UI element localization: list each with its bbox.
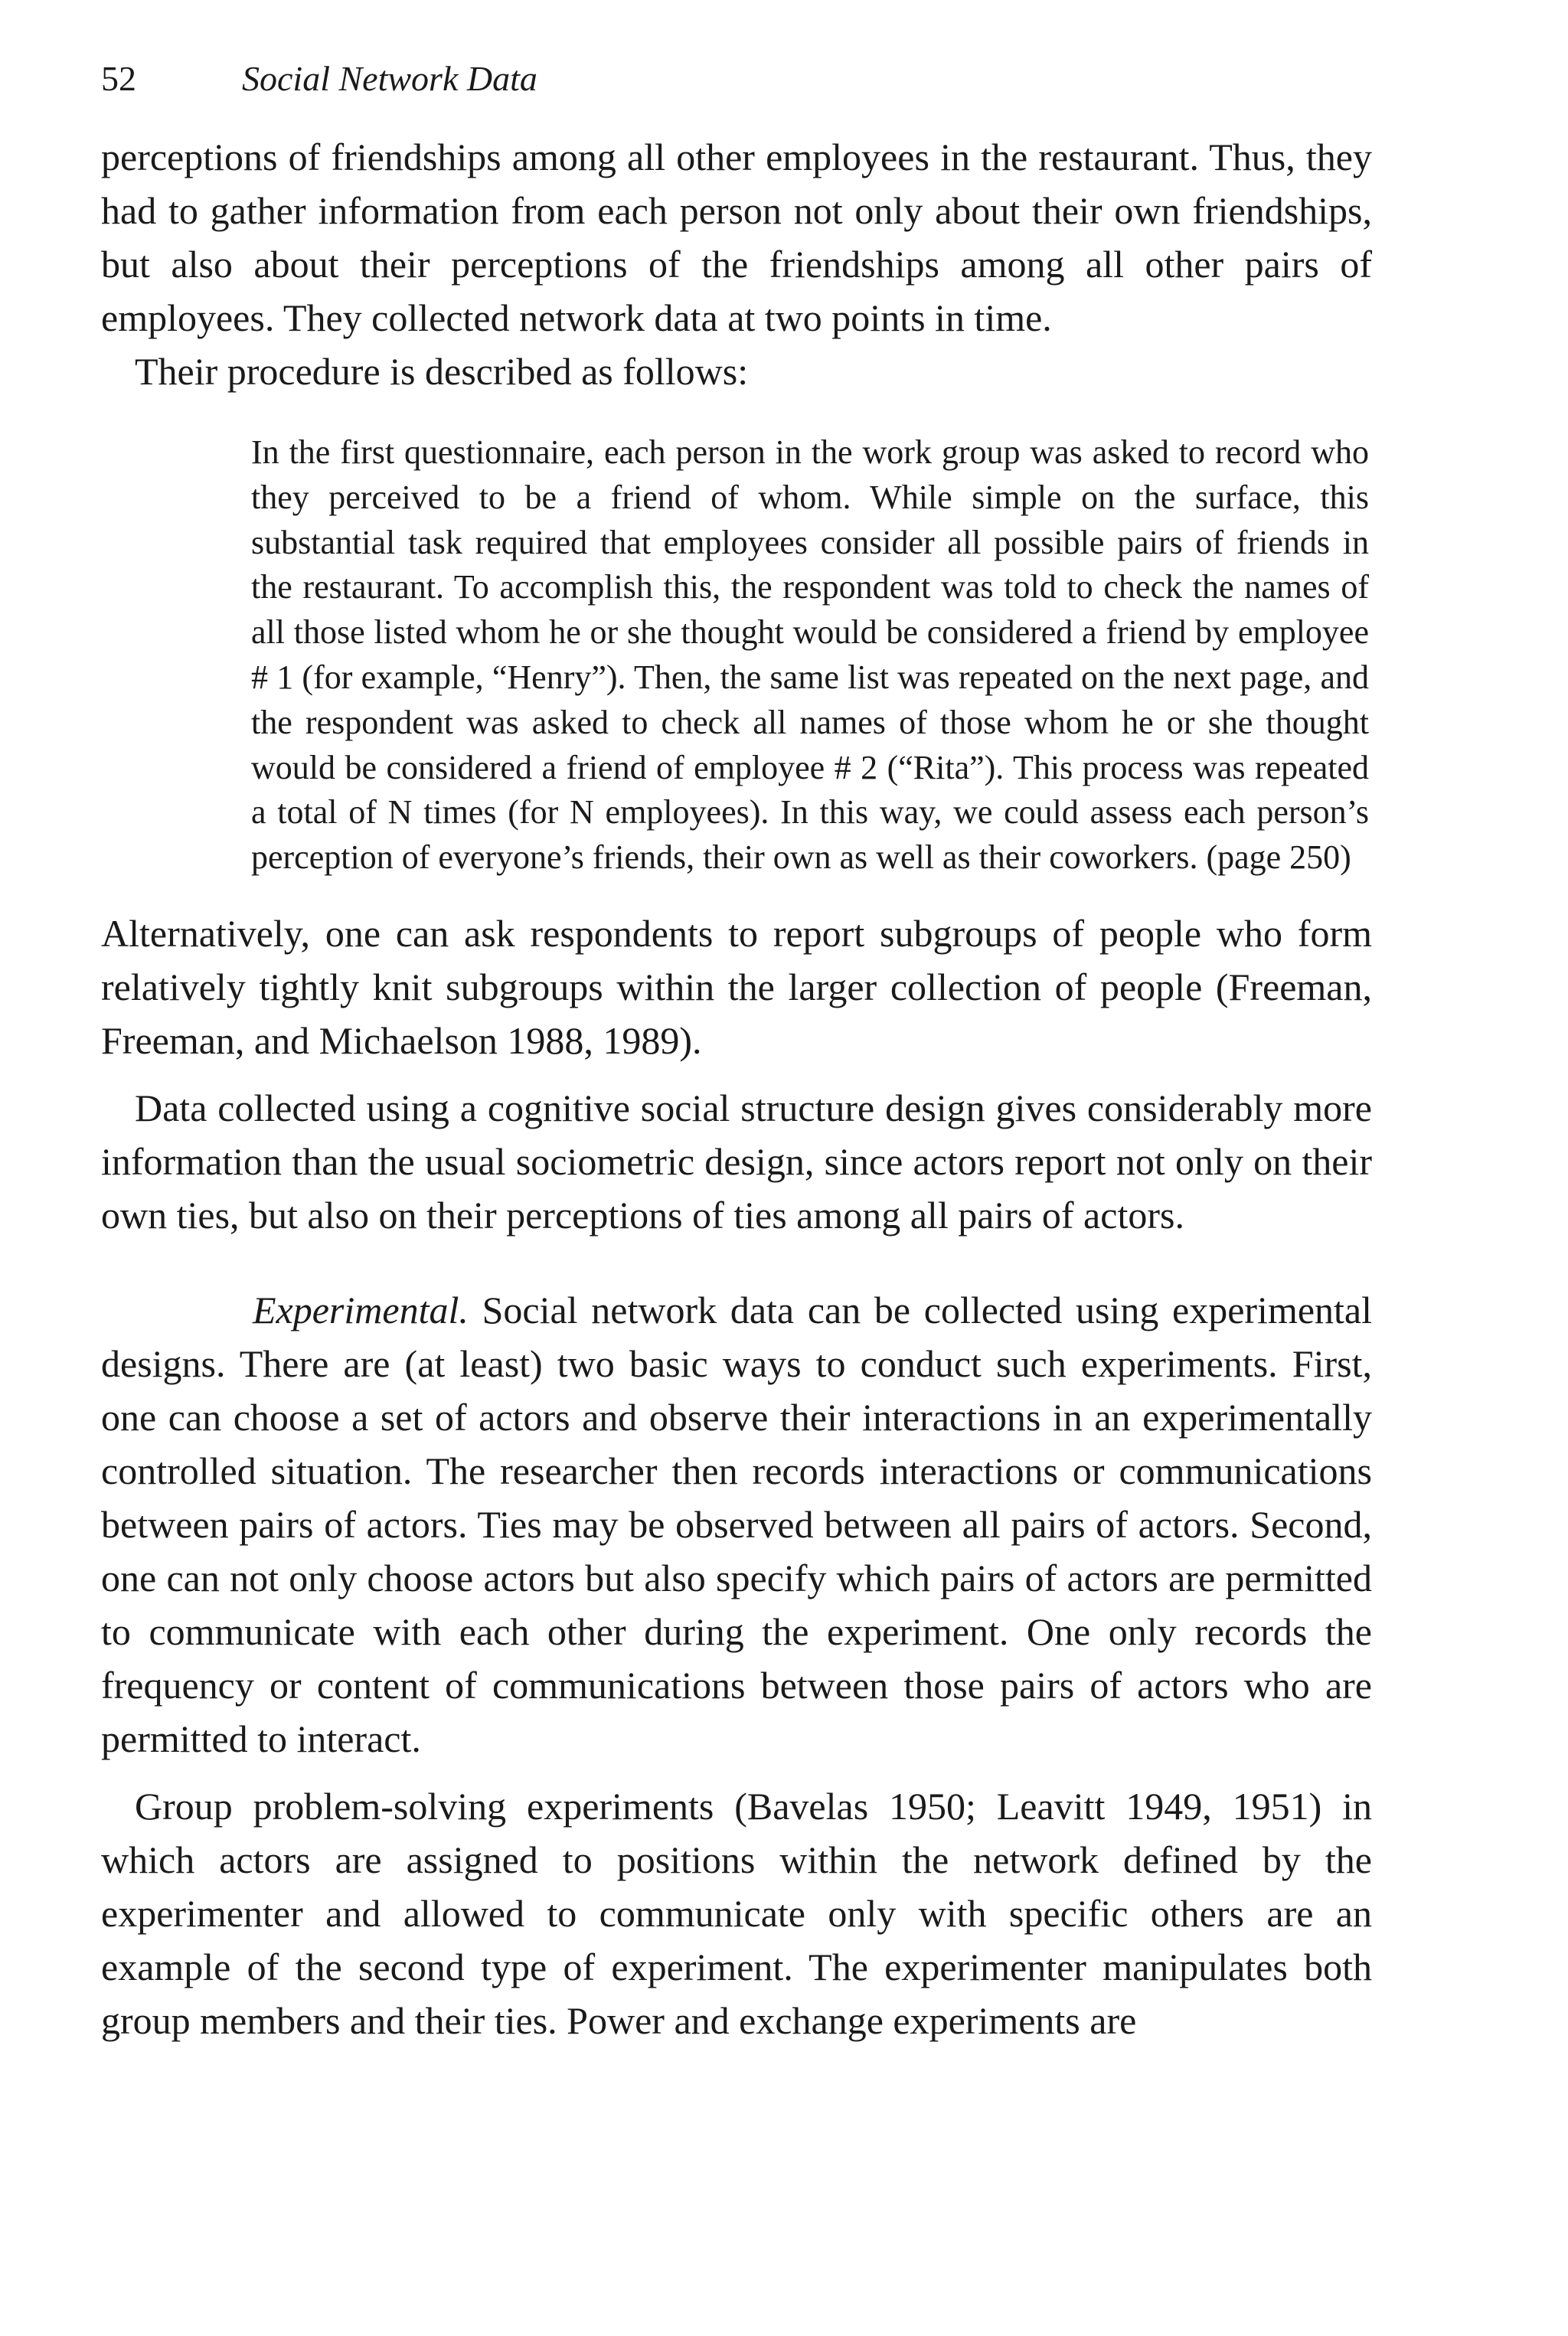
paragraph-group-problem-solving: Group problem-solving experiments (Bavelas 1950; Leavitt 1949, 1951) in which actors are assigned to positions within the network defined by the experimenter and allowed to communicate only with specific others are an example of the second type of experiment. The experimenter manipulates both group members and their ties. Power and exchange experiments are [101,1784,1372,2042]
paragraph-procedure-intro: Their procedure is described as follows: [135,350,749,393]
paragraph-experimental [101,1283,1372,1766]
paragraph-cognitive-design: Data collected using a cognitive social structure design gives considerably more information than the usual sociometric design, since actors report not only on their own ties, but also on their perceptions of ties among all pairs of actors. [101,1086,1372,1237]
experimental-text: Social network data can be collected using experimental designs. There are (at least) two basic ways to conduct such experiments. First, one can choose a set of actors and observe their interactions in an experimentally controlled situation. The researcher then records interactions or communications between pairs of actors. Ties may be observed between all pairs of actors. Second, one can not only choose actors but also specify which pairs of actors are permitted to communicate with each other during the experiment. One only records the frequency or content of communications between those pairs of actors who are permitted to interact. [101,1288,1373,1760]
running-title: Social Network Data [242,59,537,98]
quote-text: In the first questionnaire, each person in the work group was asked to record who they perceived to be a friend of whom. While simple on the surface, this substantial task required that employees consider all possible pairs of friends in the restaurant. To accomplish this, the respondent was told to check the names of all those listed whom he or she thought would be considered a friend by employee # 1 (for example, “Henry”). Then, the same list was repeated on the next page, and the respondent was asked to check all names of those whom he or she thought would be considered a friend of employee # 2 (“Rita”). This process was repeated a total of N times (for N employees). In this way, we could assess each person’s perception of everyone’s friends, their own as well as their coworkers. (page 250) [251,433,1369,877]
block-quote [251,430,1369,880]
section-gap [101,1242,1372,1283]
book-page [101,51,1372,2047]
page-number: 52 [101,59,136,98]
running-head [101,51,1372,130]
paragraph-friendship-perceptions: perceptions of friendships among all other employees in the restaurant. Thus, they had to gather information from each person not only about their own friendships, but also about their perceptions of the friendships among all other pairs of employees. They collected network data at two points in time. [101,136,1372,339]
paragraph-subgroups: Alternatively, one can ask respondents to report subgroups of people who form relatively tightly knit subgroups within the larger collection of people (Freeman, Freeman, and Michaelson 1988, 1989). [101,911,1372,1062]
experimental-heading: Experimental. [253,1288,469,1331]
